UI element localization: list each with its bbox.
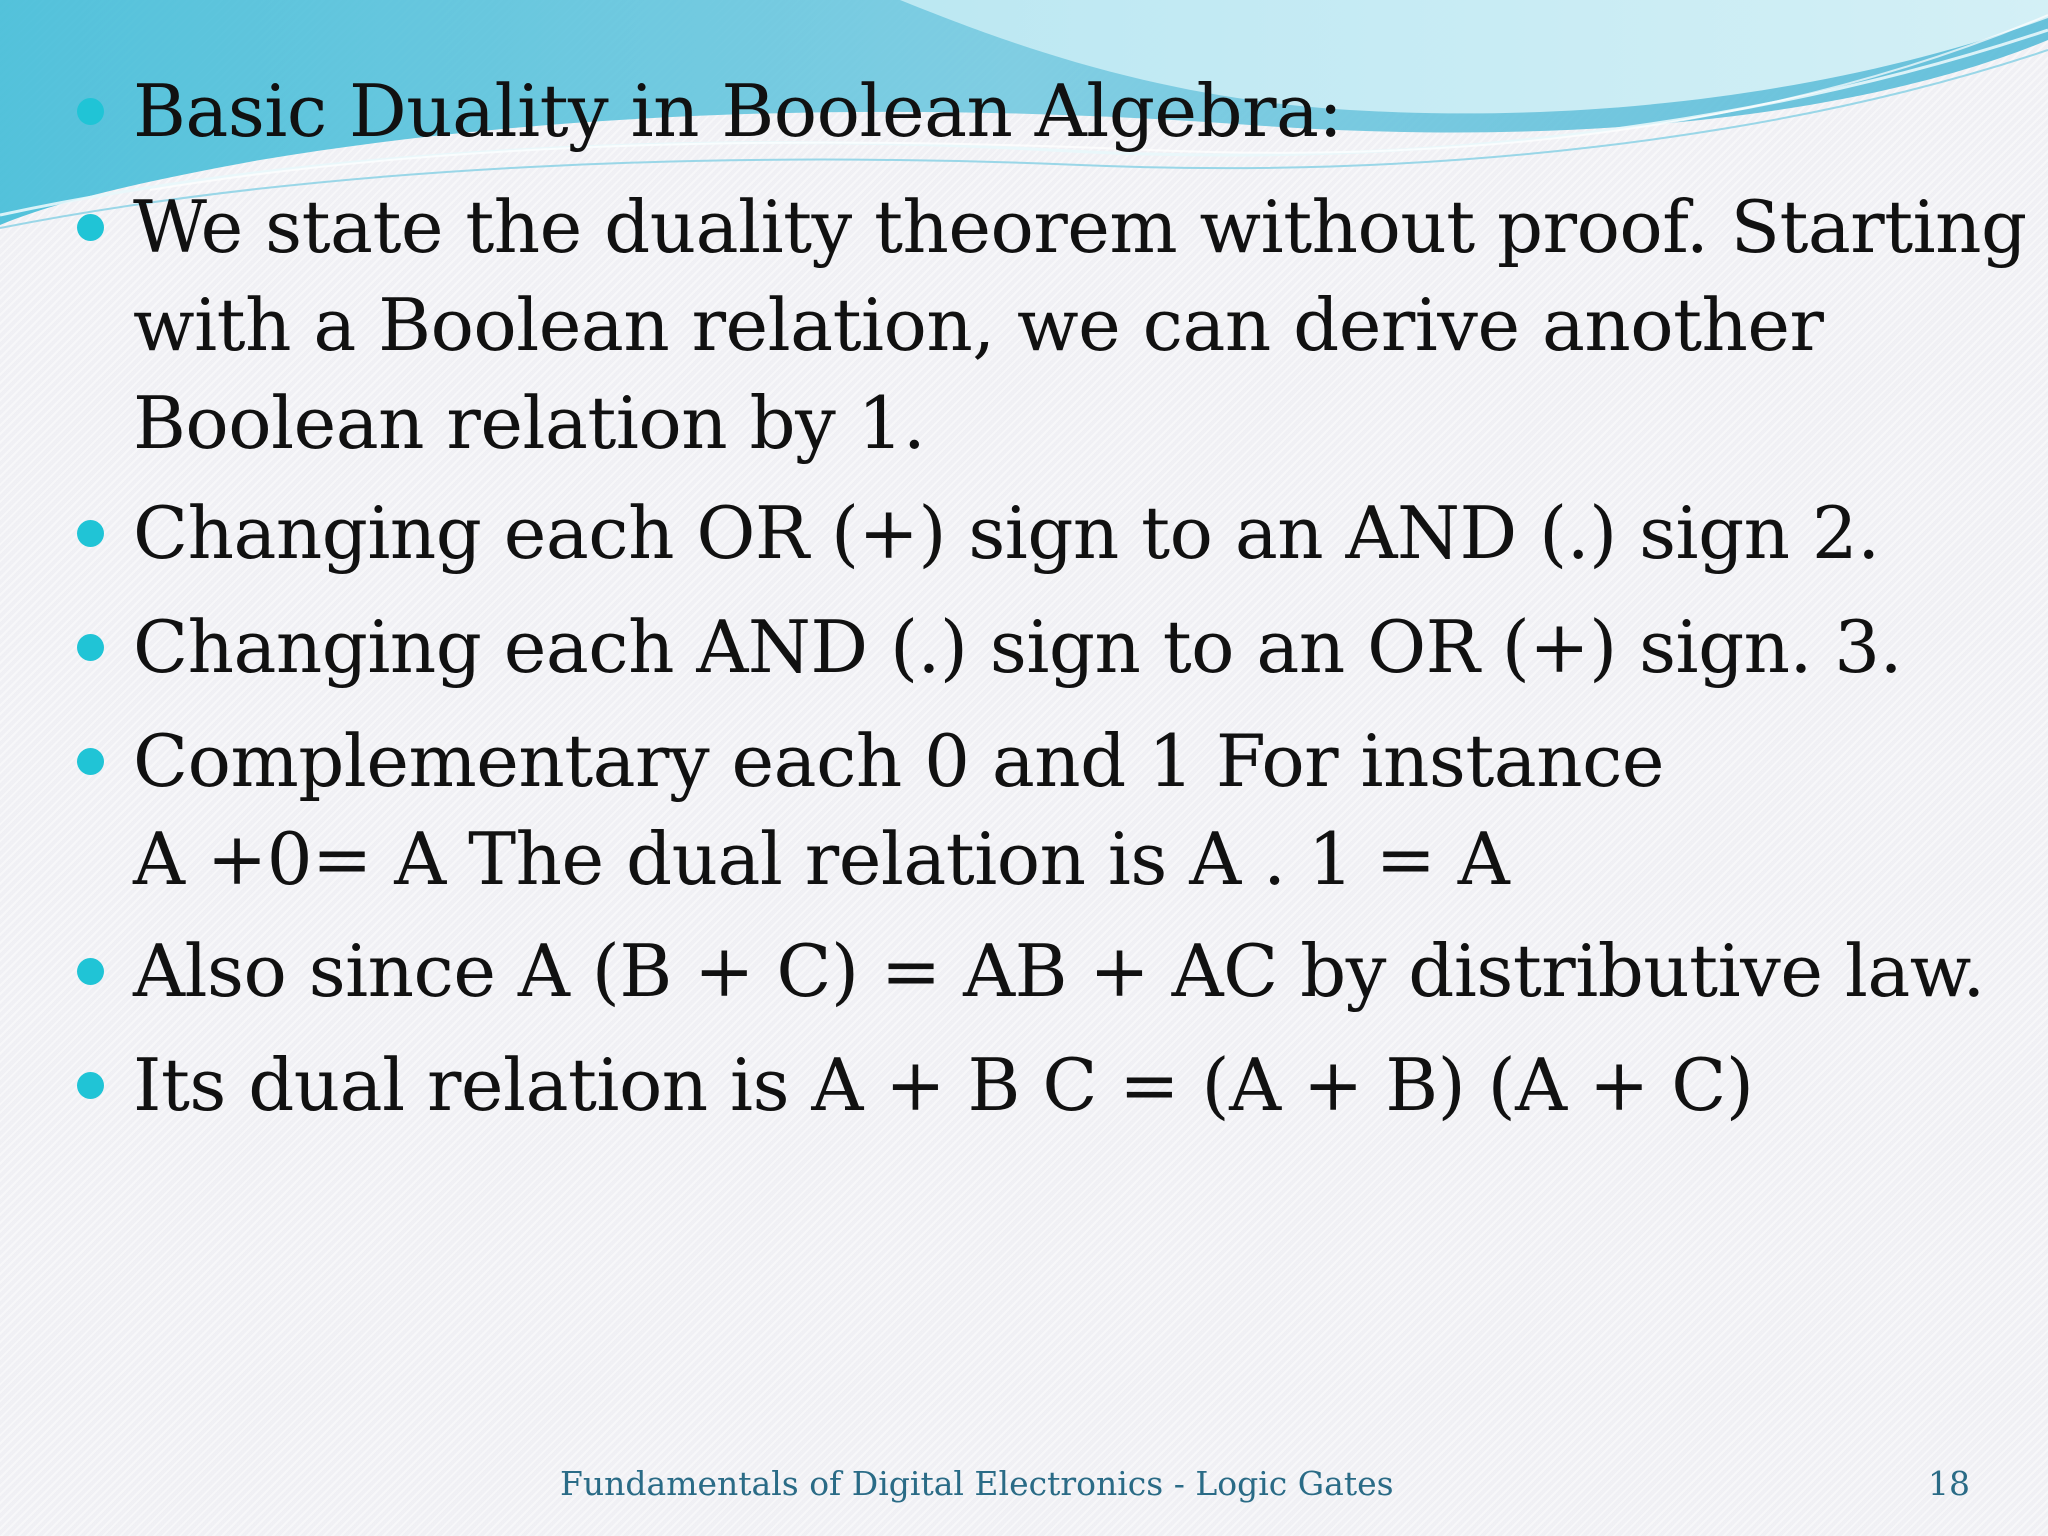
bullet-text: with a Boolean relation, we can derive another [133,283,1824,367]
bullet-icon [77,520,104,547]
bullet-item-and-to-or [133,598,2013,696]
bullet-icon [77,214,104,241]
bullet-icon [77,958,104,985]
bullet-item-or-to-and [133,484,2013,582]
bullet-text: Its dual relation is A + B C = (A + B) (A + C) [133,1043,1754,1127]
bullet-text: Complementary each 0 and 1 For instance [133,719,1664,803]
bullet-text: Boolean relation by 1. [133,381,926,465]
bullet-icon [77,1072,104,1099]
bullet-icon [77,748,104,775]
bullet-item-complementary [133,712,2013,908]
page-number: 18 [1928,1464,1970,1503]
bullet-text: We state the duality theorem without proof. Starting [133,185,2027,269]
bullet-icon [77,634,104,661]
bullet-text: Changing each OR (+) sign to an AND (.) sign 2. [133,491,1880,575]
bullet-item-dual-relation [133,1036,2013,1134]
footer-title: Fundamentals of Digital Electronics - Logic Gates [560,1464,1394,1503]
bullet-item-distributive-law [133,922,2013,1020]
bullet-text: Changing each AND (.) sign to an OR (+) sign. 3. [133,605,1903,689]
bullet-icon [77,98,104,125]
bullet-text: Basic Duality in Boolean Algebra: [133,69,1343,153]
bullet-text: A +0= A The dual relation is A . 1 = A [133,817,1510,901]
bullet-text: Also since A (B + C) = AB + AC by distributive law. [133,929,1985,1013]
bullet-item-duality-theorem [133,178,2027,472]
bullet-item-heading [133,62,2013,160]
